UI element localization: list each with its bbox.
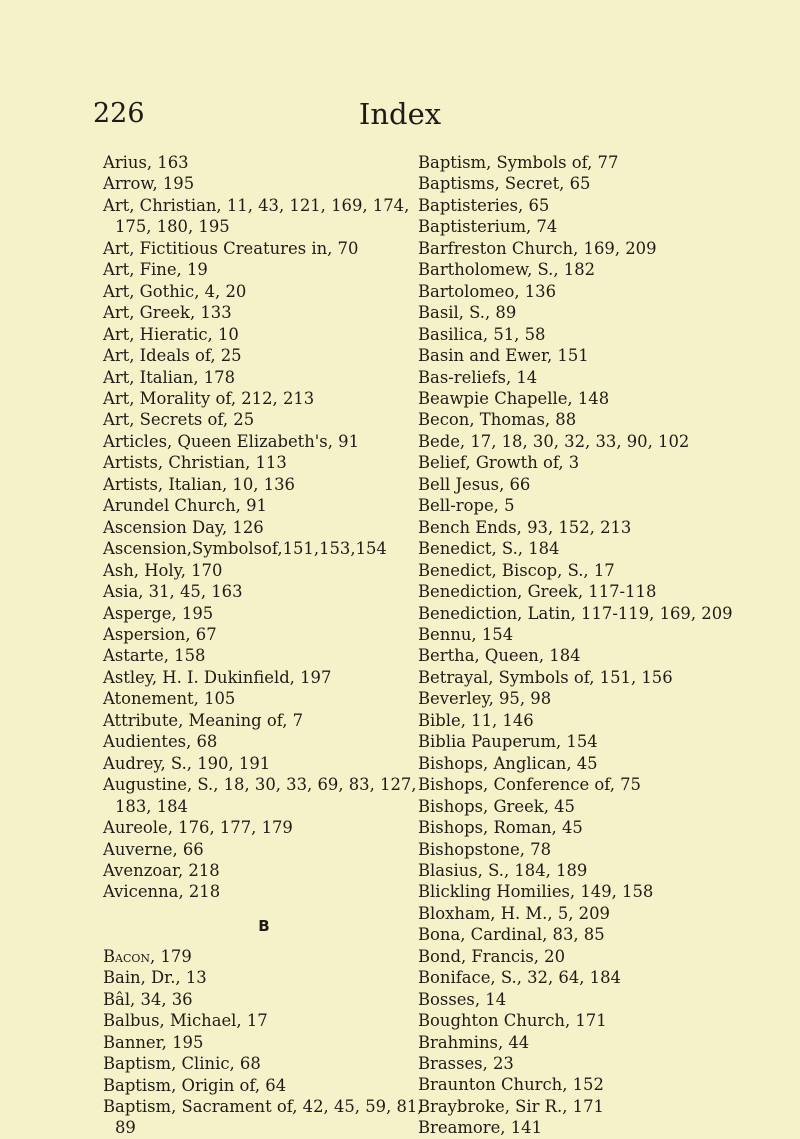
index-entry: Bain, Dr., 13 <box>103 968 207 988</box>
index-entry: Astley, H. I. Dukinfield, 197 <box>103 667 332 687</box>
index-entry: Brahmins, 44 <box>418 1032 530 1052</box>
index-entry: Baptism, Symbols of, 77 <box>418 153 619 172</box>
index-entry: Bartolomeo, 136 <box>418 281 557 301</box>
index-column-right <box>418 152 740 1139</box>
index-entry: Blickling Homilies, 149, 158 <box>418 882 654 902</box>
index-column-left <box>103 152 425 1139</box>
index-entry: Braunton Church, 152 <box>418 1075 604 1095</box>
index-entry: Asperge, 195 <box>103 603 214 623</box>
index-entry: Baptisms, Secret, 65 <box>418 174 591 194</box>
index-entry: Bishops, Roman, 45 <box>418 818 583 838</box>
index-entry: Balbus, Michael, 17 <box>103 1011 268 1031</box>
page-header <box>0 98 800 138</box>
index-entry: Baptisteries, 65 <box>418 195 550 215</box>
index-entry: Augustine, S., 18, 30, 33, 69, 83, 127, 183, 184 <box>103 775 417 816</box>
index-entry: Auverne, 66 <box>103 839 204 859</box>
index-entry: Beawpie Chapelle, 148 <box>418 388 610 408</box>
index-entry: Boughton Church, 171 <box>418 1011 607 1031</box>
index-entry: Avicenna, 218 <box>103 882 221 902</box>
index-entry: Benediction, Latin, 117-119, 169, 209 <box>418 603 733 623</box>
index-entry: Articles, Queen Elizabeth's, 91 <box>103 431 359 451</box>
index-entry: Arundel Church, 91 <box>103 496 267 516</box>
index-entry: Bas-reliefs, 14 <box>418 367 538 387</box>
index-entry: Art, Gothic, 4, 20 <box>103 281 247 301</box>
index-entry: Benedict, S., 184 <box>418 539 560 559</box>
index-entry: Becon, Thomas, 88 <box>418 410 577 430</box>
index-entry: Ascension,Symbolsof,151,153,154 <box>103 539 387 559</box>
page-title: Index <box>358 97 442 131</box>
index-entry: Asia, 31, 45, 163 <box>103 582 243 602</box>
index-entry: Audientes, 68 <box>103 732 218 752</box>
index-entry: Aureole, 176, 177, 179 <box>103 818 293 838</box>
index-entry: Attribute, Meaning of, 7 <box>103 710 304 730</box>
index-entry: Artists, Christian, 113 <box>103 453 287 473</box>
index-entry: Ash, Holy, 170 <box>103 560 223 580</box>
index-entry: Bartholomew, S., 182 <box>418 260 596 280</box>
index-entry: Art, Italian, 178 <box>103 367 236 387</box>
index-entry: Bond, Francis, 20 <box>418 946 566 966</box>
index-entry: Benediction, Greek, 117-118 <box>418 582 657 602</box>
index-entry: Braybroke, Sir R., 171 <box>418 1096 604 1116</box>
index-entry: Betrayal, Symbols of, 151, 156 <box>418 667 673 687</box>
page-number: 226 <box>93 98 145 129</box>
index-list-a <box>103 152 425 903</box>
index-entry: Bloxham, H. M., 5, 209 <box>418 903 610 923</box>
index-entry: Basin and Ewer, 151 <box>418 346 589 366</box>
index-entry: Bishops, Greek, 45 <box>418 796 575 816</box>
index-entry: Bede, 17, 18, 30, 32, 33, 90, 102 <box>418 431 690 451</box>
index-entry: Art, Fictitious Creatures in, 70 <box>103 238 359 258</box>
index-entry: Basilica, 51, 58 <box>418 324 546 344</box>
index-entry: Bennu, 154 <box>418 624 514 644</box>
index-entry: Breamore, 141 <box>418 1118 543 1138</box>
index-entry: Banner, 195 <box>103 1032 204 1052</box>
index-entry: Barfreston Church, 169, 209 <box>418 238 657 258</box>
index-entry: Bosses, 14 <box>418 989 507 1009</box>
index-entry: Art, Fine, 19 <box>103 260 208 280</box>
index-entry: Bible, 11, 146 <box>418 710 534 730</box>
index-entry: Atonement, 105 <box>103 689 236 709</box>
index-entry: Belief, Growth of, 3 <box>418 453 580 473</box>
index-entry: Art, Greek, 133 <box>103 303 232 323</box>
index-entry: Arrow, 195 <box>103 174 195 194</box>
index-entry: Bell Jesus, 66 <box>418 474 531 494</box>
index-entry: Art, Ideals of, 25 <box>103 346 242 366</box>
index-entry: Ascension Day, 126 <box>103 517 264 537</box>
index-entry: Bona, Cardinal, 83, 85 <box>418 925 605 945</box>
index-entry: Beverley, 95, 98 <box>418 689 552 709</box>
index-entry: Baptism, Origin of, 64 <box>103 1075 287 1095</box>
index-entry: Baptisterium, 74 <box>418 217 558 237</box>
index-entry: Baptism, Clinic, 68 <box>103 1054 261 1074</box>
index-entry: Benedict, Biscop, S., 17 <box>418 560 615 580</box>
section-letter: B <box>258 916 270 935</box>
index-entry: Art, Morality of, 212, 213 <box>103 388 315 408</box>
index-entry: Bishops, Anglican, 45 <box>418 753 598 773</box>
index-entry: Arius, 163 <box>103 153 189 172</box>
index-entry: Bell-rope, 5 <box>418 496 515 516</box>
index-entry: Boniface, S., 32, 64, 184 <box>418 968 621 988</box>
index-entry: Artists, Italian, 10, 136 <box>103 474 295 494</box>
index-entry: Astarte, 158 <box>103 646 206 666</box>
index-entry: Blasius, S., 184, 189 <box>418 860 588 880</box>
index-entry: Art, Secrets of, 25 <box>103 410 255 430</box>
index-entry: Baptism, Sacrament of, 42, 45, 59, 81, 89 <box>103 1097 423 1138</box>
index-entry: Bishops, Conference of, 75 <box>418 775 641 795</box>
index-entry: Bishopstone, 78 <box>418 839 552 859</box>
index-entry: Art, Hieratic, 10 <box>103 324 239 344</box>
index-entry: Bacon, 179 <box>103 946 192 966</box>
index-entry: Basil, S., 89 <box>418 303 517 323</box>
index-entry: Aspersion, 67 <box>103 624 217 644</box>
index-entry: Avenzoar, 218 <box>103 860 220 880</box>
index-entry: Bench Ends, 93, 152, 213 <box>418 517 632 537</box>
index-entry: Bertha, Queen, 184 <box>418 646 581 666</box>
index-entry: Brasses, 23 <box>418 1054 514 1074</box>
index-entry: Art, Christian, 11, 43, 121, 169, 174, 175, 180, 195 <box>103 195 410 237</box>
index-entry: Biblia Pauperum, 154 <box>418 732 598 752</box>
index-entry: Audrey, S., 190, 191 <box>103 753 271 773</box>
index-list-b <box>103 946 425 1139</box>
index-entry: Bâl, 34, 36 <box>103 989 193 1009</box>
